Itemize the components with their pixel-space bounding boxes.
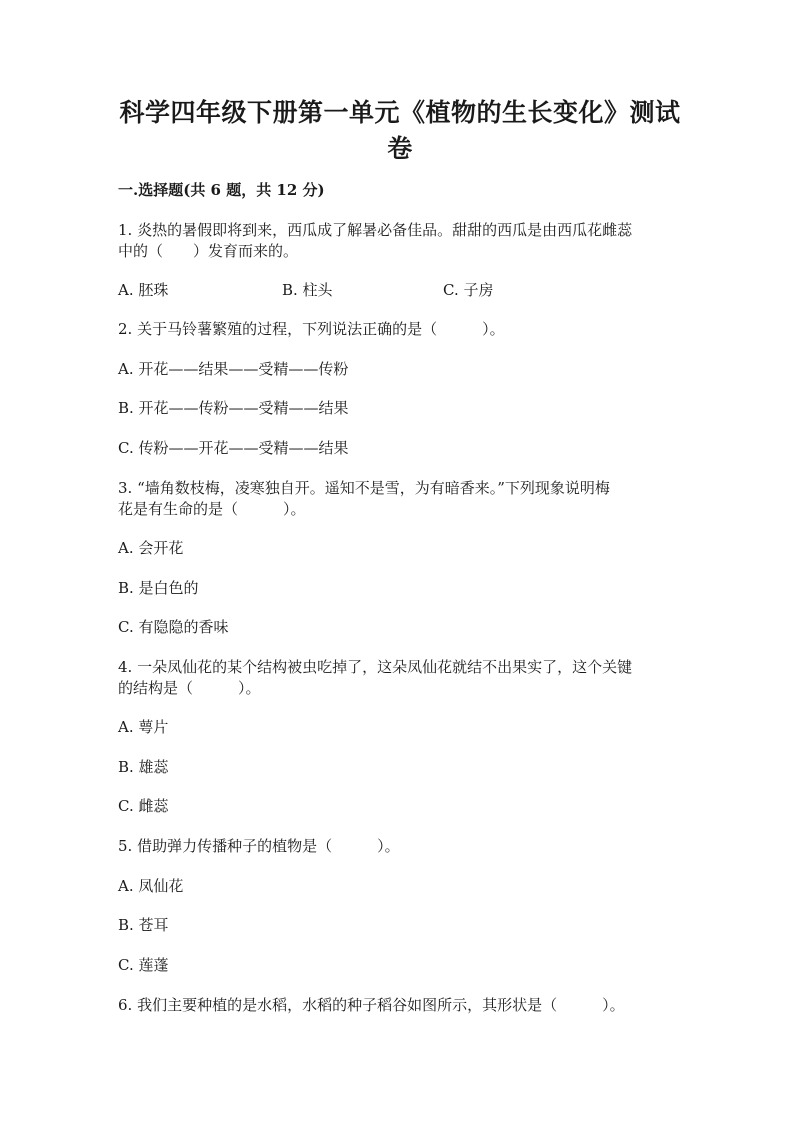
- question-2-option-b: B. 开花——传粉——受精——结果: [118, 399, 349, 417]
- question-4-stem-line-2: 的结构是（ ）。: [118, 679, 261, 697]
- question-5-option-c: C. 莲蓬: [118, 956, 169, 974]
- question-2-stem-line-1: 2. 关于马铃薯繁殖的过程，下列说法正确的是（ ）。: [118, 320, 505, 338]
- question-2-option-c: C. 传粉——开花——受精——结果: [118, 439, 349, 457]
- question-1-stem-line-2: 中的（ ）发育而来的。: [118, 242, 299, 260]
- question-1-option-a: A. 胚珠: [118, 281, 169, 299]
- question-3-stem-line-2: 花是有生命的是（ ）。: [118, 500, 306, 518]
- question-5-option-a: A. 凤仙花: [118, 877, 184, 895]
- question-5-stem-line-1: 5. 借助弹力传播种子的植物是（ ）。: [118, 837, 400, 855]
- page-title: [118, 95, 682, 167]
- question-1-option-b: B. 柱头: [282, 281, 333, 299]
- question-6-stem-line-1: 6. 我们主要种植的是水稻，水稻的种子稻谷如图所示，其形状是（ ）。: [118, 996, 625, 1014]
- question-3-option-a: A. 会开花: [118, 539, 184, 557]
- question-3-option-b: B. 是白色的: [118, 579, 199, 597]
- question-4-option-c: C. 雌蕊: [118, 797, 169, 815]
- question-1-stem-line-1: 1. 炎热的暑假即将到来，西瓜成了解暑必备佳品。甜甜的西瓜是由西瓜花雌蕊: [118, 221, 633, 239]
- question-4-option-b: B. 雄蕊: [118, 758, 169, 776]
- question-1-option-c: C. 子房: [443, 281, 494, 299]
- section-heading: 一.选择题(共 6 题，共 12 分): [118, 181, 325, 199]
- question-5-option-b: B. 苍耳: [118, 916, 169, 934]
- question-2-option-a: A. 开花——结果——受精——传粉: [118, 360, 349, 378]
- question-4-stem-line-1: 4. 一朵凤仙花的某个结构被虫吃掉了，这朵凤仙花就结不出果实了，这个关键: [118, 658, 633, 676]
- question-4-option-a: A. 萼片: [118, 718, 169, 736]
- title-line-1: 科学四年级下册第一单元《植物的生长变化》测试: [119, 98, 681, 127]
- question-3-option-c: C. 有隐隐的香味: [118, 618, 229, 636]
- title-line-2: 卷: [387, 134, 413, 163]
- question-3-stem-line-1: 3. “墙角数枝梅，凌寒独自开。遥知不是雪，为有暗香来。”下列现象说明梅: [118, 479, 610, 497]
